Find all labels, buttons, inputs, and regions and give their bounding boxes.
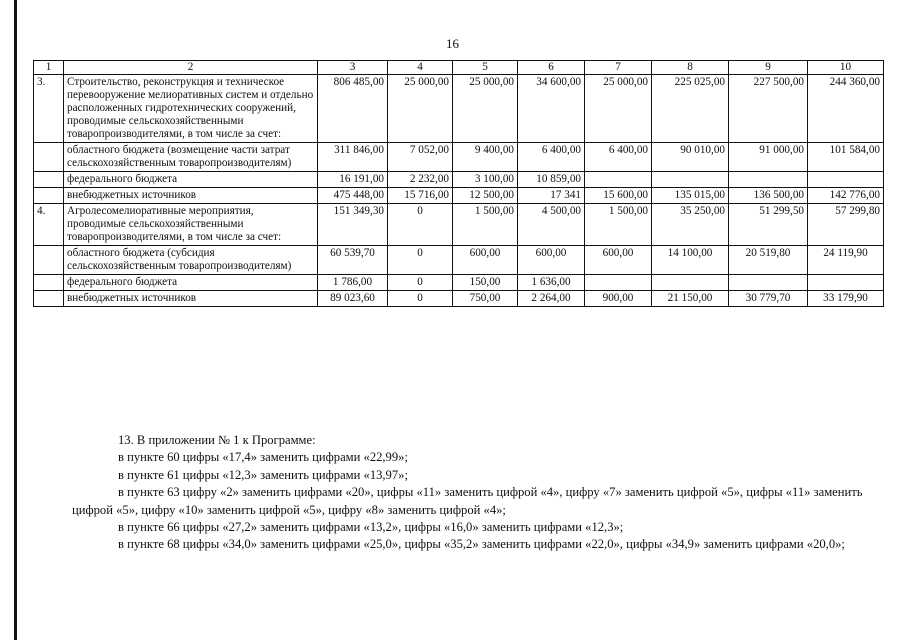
value-cell: 21 150,00 [652,291,729,307]
budget-table [33,60,884,307]
value-cell [585,275,652,291]
value-cell: 142 776,00 [808,188,884,204]
value-cell: 6 400,00 [585,143,652,172]
value-cell: 9 400,00 [453,143,518,172]
value-cell [808,275,884,291]
amendment-line: в пункте 60 цифры «17,4» заменить цифрами «22,99»; [118,450,408,465]
value-cell: 14 100,00 [652,246,729,275]
value-cell [585,172,652,188]
header-cell: 7 [585,61,652,75]
value-cell: 15 716,00 [388,188,453,204]
value-cell: 600,00 [585,246,652,275]
table-row [34,75,884,143]
page-number: 16 [446,36,459,51]
value-cell: 25 000,00 [585,75,652,143]
value-cell: 150,00 [453,275,518,291]
value-cell [652,172,729,188]
value-cell: 2 232,00 [388,172,453,188]
value-cell [652,275,729,291]
value-cell: 900,00 [585,291,652,307]
row-number [34,172,64,188]
value-cell: 1 500,00 [453,204,518,246]
row-label: внебюджетных источников [64,188,318,204]
table-row [34,291,884,307]
value-cell: 7 052,00 [388,143,453,172]
value-cell: 1 636,00 [518,275,585,291]
value-cell: 35 250,00 [652,204,729,246]
row-label: федерального бюджета [64,172,318,188]
value-cell: 17 341 [518,188,585,204]
value-cell: 244 360,00 [808,75,884,143]
value-cell: 0 [388,275,453,291]
row-label: Строительство, реконструкция и техническое перевооружение мелиоративных систем и отдельно расположенных гидротехнических сооружений, проводимые сельскохозяйственными товаропроизводителями, в том числе за счет: [64,75,318,143]
row-number [34,188,64,204]
value-cell: 12 500,00 [453,188,518,204]
header-cell: 6 [518,61,585,75]
value-cell: 0 [388,246,453,275]
amendment-line: в пункте 68 цифры «34,0» заменить цифрами «25,0», цифры «35,2» заменить цифрами «22,0», цифры «34,9» заменить цифрами «20,0»; [118,537,845,552]
header-cell: 5 [453,61,518,75]
header-cell: 8 [652,61,729,75]
table-row [34,143,884,172]
value-cell: 1 786,00 [318,275,388,291]
value-cell: 10 859,00 [518,172,585,188]
value-cell: 16 191,00 [318,172,388,188]
value-cell: 57 299,80 [808,204,884,246]
header-cell: 1 [34,61,64,75]
row-number [34,275,64,291]
value-cell: 34 600,00 [518,75,585,143]
value-cell: 0 [388,204,453,246]
value-cell: 475 448,00 [318,188,388,204]
value-cell: 101 584,00 [808,143,884,172]
value-cell: 24 119,90 [808,246,884,275]
table-header-row [34,61,884,75]
value-cell: 136 500,00 [729,188,808,204]
header-cell: 10 [808,61,884,75]
page-left-border [14,0,17,640]
value-cell: 91 000,00 [729,143,808,172]
value-cell: 4 500,00 [518,204,585,246]
row-number [34,143,64,172]
table-row [34,204,884,246]
value-cell: 0 [388,291,453,307]
table-row [34,246,884,275]
table-row [34,188,884,204]
row-number: 4. [34,204,64,246]
value-cell: 311 846,00 [318,143,388,172]
value-cell: 25 000,00 [388,75,453,143]
row-label: федерального бюджета [64,275,318,291]
row-label: областного бюджета (возмещение части затрат сельскохозяйственным товаропроизводителям) [64,143,318,172]
value-cell: 225 025,00 [652,75,729,143]
value-cell: 1 500,00 [585,204,652,246]
amendment-line: в пункте 66 цифры «27,2» заменить цифрами «13,2», цифры «16,0» заменить цифрами «12,3»; [118,520,624,535]
amendment-line: в пункте 61 цифры «12,3» заменить цифрами «13,97»; [118,467,408,482]
row-number [34,246,64,275]
value-cell: 600,00 [518,246,585,275]
value-cell: 89 023,60 [318,291,388,307]
table-row [34,172,884,188]
value-cell: 750,00 [453,291,518,307]
value-cell: 25 000,00 [453,75,518,143]
row-number [34,291,64,307]
header-cell: 3 [318,61,388,75]
value-cell: 51 299,50 [729,204,808,246]
value-cell: 600,00 [453,246,518,275]
row-label: внебюджетных источников [64,291,318,307]
value-cell: 60 539,70 [318,246,388,275]
header-cell: 4 [388,61,453,75]
value-cell: 3 100,00 [453,172,518,188]
amendment-line: в пункте 63 цифру «2» заменить цифрами «20», цифры «11» заменить цифрой «4», цифру «7» заменить цифрой «5», цифры «11» заменить цифрой «5», цифру «10» заменить цифрой «5», цифру «8» заменить цифрой «4»; [72,485,863,517]
row-number: 3. [34,75,64,143]
value-cell: 90 010,00 [652,143,729,172]
row-label: Агролесомелиоративные мероприятия, проводимые сельскохозяйственными товаропроизводителями, в том числе за счет: [64,204,318,246]
value-cell [808,172,884,188]
value-cell: 20 519,80 [729,246,808,275]
value-cell: 806 485,00 [318,75,388,143]
value-cell [729,275,808,291]
amendment-heading: 13. В приложении № 1 к Программе: [118,433,316,447]
value-cell: 151 349,30 [318,204,388,246]
value-cell: 15 600,00 [585,188,652,204]
table-row [34,275,884,291]
header-cell: 2 [64,61,318,75]
amendments-text [72,432,870,554]
value-cell: 2 264,00 [518,291,585,307]
value-cell: 30 779,70 [729,291,808,307]
row-label: областного бюджета (субсидия сельскохозяйственным товаропроизводителям) [64,246,318,275]
header-cell: 9 [729,61,808,75]
value-cell: 33 179,90 [808,291,884,307]
value-cell: 135 015,00 [652,188,729,204]
value-cell [729,172,808,188]
value-cell: 227 500,00 [729,75,808,143]
value-cell: 6 400,00 [518,143,585,172]
